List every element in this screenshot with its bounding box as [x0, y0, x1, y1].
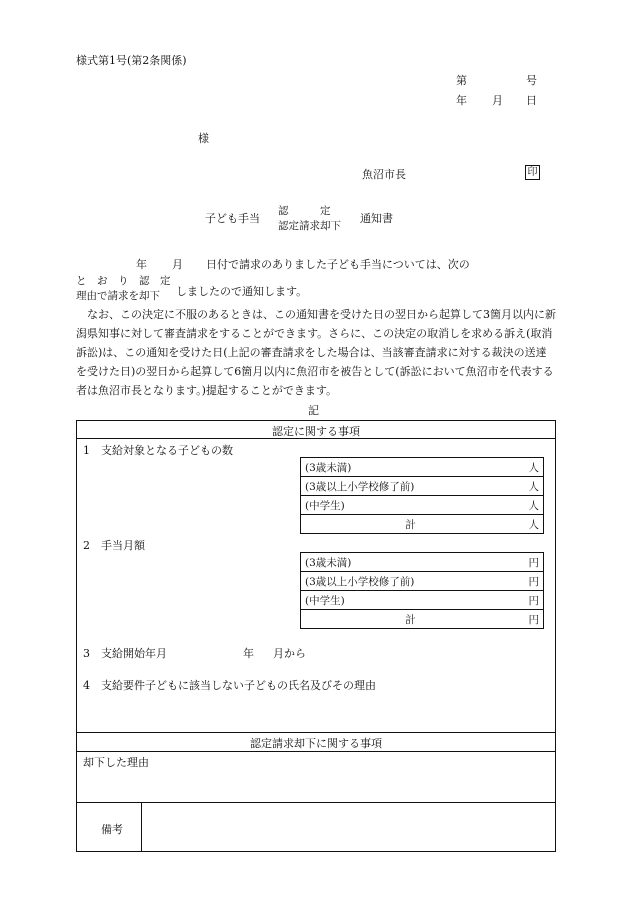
body-year: 年	[136, 258, 147, 271]
table-row: 計 人	[301, 515, 544, 534]
title-option-approve: 認 定	[278, 205, 331, 217]
number-prefix: 第	[456, 74, 467, 87]
date-year: 年	[456, 94, 467, 107]
appeal-paragraph: なお、この決定に不服のあるときは、この通知書を受けた日の翌日から起算して3箇月以内に新潟県知事に対して審査請求をすることができます。さらに、この決定の取消しを求める訴え(取消訴訟)は、この通知を受けた日(上記の審査請求をした場合は、当該審査請求に対する裁決の送達を受けた日)の翌日から起算して6箇月以内に魚沼市を被告として(訴訟において魚沼市を代表する者は魚沼市長となります。)提起することができます。	[76, 308, 556, 397]
ki-label: 記	[308, 404, 319, 417]
item-ineligible-children: 4 支給要件子どもに該当しない子どもの氏名及びその理由	[83, 679, 376, 692]
start-month: 月から	[273, 647, 306, 660]
body-line1: 日付で請求のありました子ども手当については、次の	[206, 258, 470, 271]
table-row: (3歳未満) 円	[301, 553, 544, 572]
table-row: 計 円	[301, 610, 544, 629]
children-count-table	[300, 457, 544, 534]
table-row: (中学生) 円	[301, 591, 544, 610]
title-right: 通知書	[360, 212, 393, 225]
table-row: (3歳以上小学校修了前) 人	[301, 477, 544, 496]
body-choice-approve: と お り 認 定	[76, 275, 171, 287]
seal-mark: 印	[525, 165, 540, 180]
addressee-suffix: 様	[198, 132, 209, 145]
date-month: 月	[492, 94, 503, 107]
decision-form	[76, 420, 556, 852]
section-approval-header: 認定に関する事項	[272, 425, 360, 438]
rejection-reason-label: 却下した理由	[83, 756, 149, 769]
item-monthly-amount: 2 手当月額	[83, 539, 145, 552]
item-children-count: 1 支給対象となる子どもの数	[83, 444, 233, 457]
body-line2: しましたので通知します。	[176, 285, 308, 298]
title-left: 子ども手当	[205, 212, 260, 225]
issuer-name: 魚沼市長	[362, 168, 406, 181]
body-choice-reject: 理由で請求を却下	[76, 290, 160, 302]
remarks-label: 備考	[101, 823, 123, 836]
form-number: 様式第1号(第2条関係)	[76, 54, 187, 67]
table-row: (中学生) 人	[301, 496, 544, 515]
section-rejection-header: 認定請求却下に関する事項	[250, 737, 382, 750]
table-row: (3歳未満) 人	[301, 458, 544, 477]
body-month: 月	[172, 258, 183, 271]
table-row: (3歳以上小学校修了前) 円	[301, 572, 544, 591]
start-year: 年	[243, 647, 254, 660]
monthly-amount-table	[300, 552, 544, 629]
title-option-reject: 認定請求却下	[278, 220, 341, 232]
number-suffix: 号	[526, 74, 537, 87]
date-day: 日	[526, 94, 537, 107]
remarks-divider	[141, 802, 142, 851]
item-start-month: 3 支給開始年月	[83, 647, 167, 660]
